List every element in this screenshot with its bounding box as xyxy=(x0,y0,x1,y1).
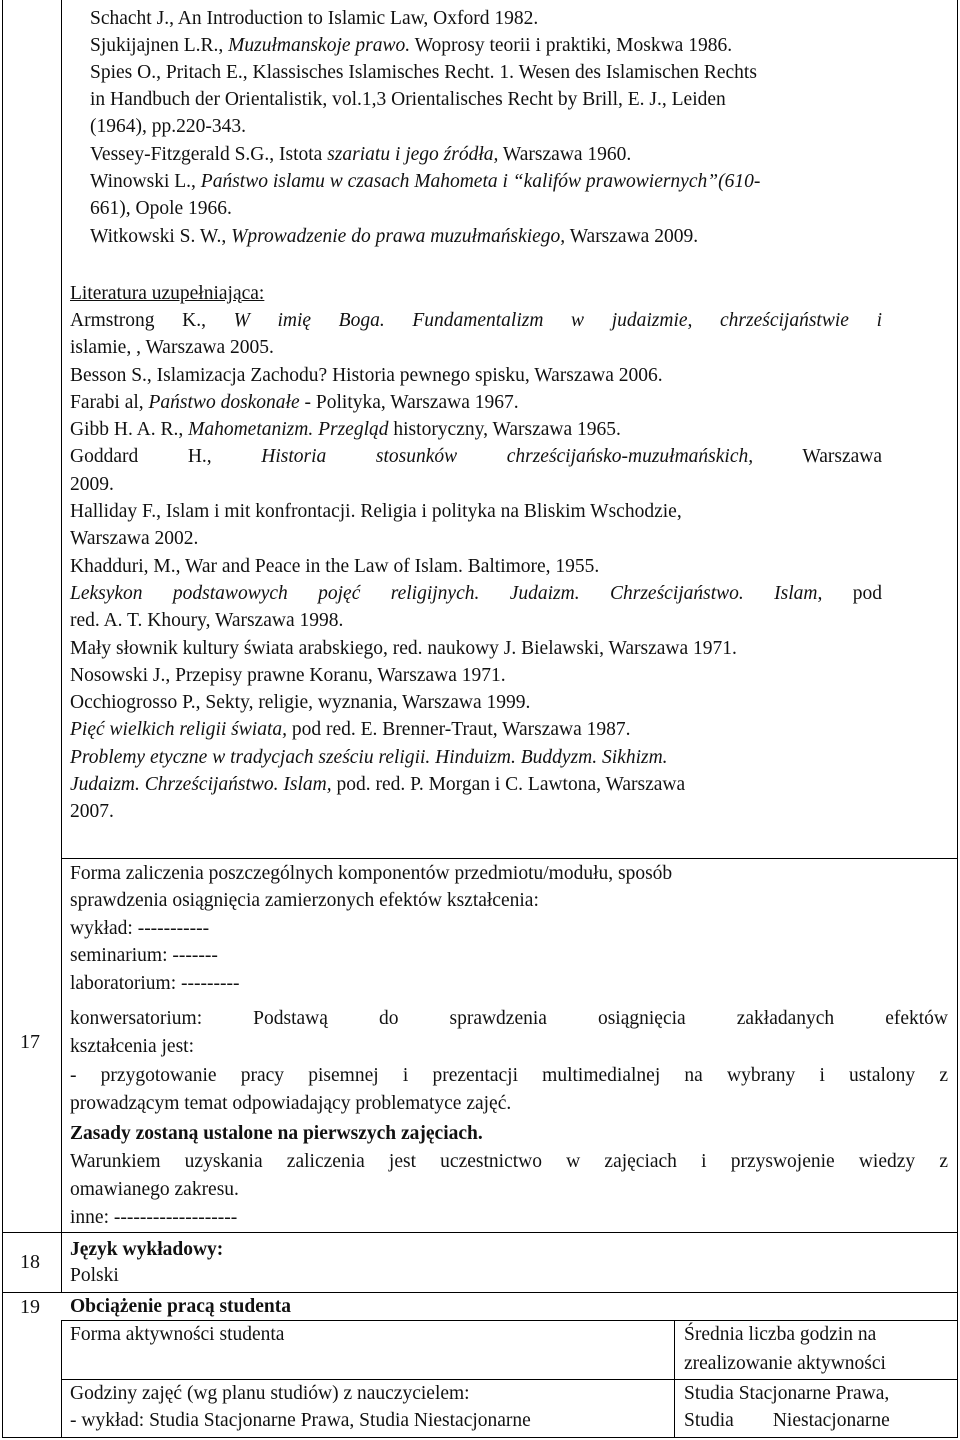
reference-line: Pięć wielkich religii świata, pod red. E. Brenner-Traut, Warszawa 1987. xyxy=(70,719,631,740)
assessment-line-conversatory: konwersatorium: Podstawą do sprawdzenia osiągnięcia zakładanych efektów xyxy=(70,1008,948,1029)
assessment-line: Forma zaliczenia poszczególnych komponentów przedmiotu/modułu, sposób xyxy=(70,863,673,884)
reference-line: Judaizm. Chrześcijaństwo. Islam, pod. red. P. Morgan i C. Lawtona, Warszawa xyxy=(70,774,686,795)
reference-line: Warszawa 2002. xyxy=(70,528,199,549)
table-bottom-border xyxy=(2,1437,957,1438)
row-number-17: 17 xyxy=(20,1031,40,1053)
assessment-line: omawianego zakresu. xyxy=(70,1179,239,1200)
assessment-line: prowadzącym temat odpowiadający problematyce zajęć. xyxy=(70,1093,512,1114)
reference-line: Gibb H. A. R., Mahometanizm. Przegląd historyczny, Warszawa 1965. xyxy=(70,419,621,440)
language-heading: Język wykładowy: xyxy=(70,1239,224,1260)
workload-activity-line2: - wykład: Studia Stacjonarne Prawa, Studia Niestacjonarne xyxy=(70,1410,531,1431)
assessment-line: - przygotowanie pracy pisemnej i prezentacji multimedialnej na wybrany i ustalony z xyxy=(70,1065,948,1086)
reference-line: Besson S., Islamizacja Zachodu? Historia pewnego spisku, Warszawa 2006. xyxy=(70,365,663,386)
workload-hours-line1: Studia Stacjonarne Prawa, xyxy=(684,1383,890,1404)
workload-col2-header-line2: zrealizowanie aktywności xyxy=(684,1353,886,1374)
row18-top-border xyxy=(2,1232,957,1233)
workload-hours-line2: Studia Niestacjonarne xyxy=(684,1410,890,1431)
assessment-line: kształcenia jest: xyxy=(70,1036,194,1057)
workload-col2-header-line1: Średnia liczba godzin na xyxy=(684,1324,877,1345)
table-border-right xyxy=(957,0,958,1438)
reference-line: islamie, , Warszawa 2005. xyxy=(70,337,274,358)
reference-line: Leksykon podstawowych pojęć religijnych. Judaizm. Chrześcijaństwo. Islam, pod xyxy=(70,583,882,604)
reference-line: Occhiogrosso P., Sekty, religie, wyznania, Warszawa 1999. xyxy=(70,692,531,713)
reference-line: 2009. xyxy=(70,474,114,495)
reference-line: Nosowski J., Przepisy prawne Koranu, Warszawa 1971. xyxy=(70,665,506,686)
reference-line: Witkowski S. W., Wprowadzenie do prawa muzułmańskiego, Warszawa 2009. xyxy=(90,226,699,247)
assessment-line: Warunkiem uzyskania zaliczenia jest uczestnictwo w zajęciach i przyswojenie wiedzy z xyxy=(70,1151,948,1172)
row17-top-border xyxy=(61,858,957,859)
assessment-line-other: inne: ------------------- xyxy=(70,1207,238,1228)
reference-line: Farabi al, Państwo doskonałe - Polityka, Warszawa 1967. xyxy=(70,392,519,413)
table-border-left xyxy=(2,0,3,1438)
reference-line: red. A. T. Khoury, Warszawa 1998. xyxy=(70,610,344,631)
reference-line: Spies O., Pritach E., Klassisches Islamisches Recht. 1. Wesen des Islamischen Rechts xyxy=(90,62,757,83)
assessment-line-lecture: wykład: ----------- xyxy=(70,918,210,939)
reference-line: in Handbuch der Orientalistik, vol.1,3 Orientalisches Recht by Brill, E. J., Leiden xyxy=(90,89,726,110)
workload-heading: Obciążenie pracą studenta xyxy=(70,1296,291,1317)
column-divider xyxy=(61,0,62,1292)
supplementary-heading: Literatura uzupełniająca: xyxy=(70,283,265,304)
row19-top-border xyxy=(2,1292,957,1293)
assessment-line-laboratory: laboratorium: --------- xyxy=(70,973,240,994)
reference-line: Goddard H., Historia stosunków chrześcijańsko-muzułmańskich, Warszawa xyxy=(70,446,882,467)
assessment-line: sprawdzenia osiągnięcia zamierzonych efektów kształcenia: xyxy=(70,890,539,911)
row-number-18: 18 xyxy=(20,1251,40,1273)
reference-line: Halliday F., Islam i mit konfrontacji. Religia i polityka na Bliskim Wschodzie, xyxy=(70,501,682,522)
workload-col1-header: Forma aktywności studenta xyxy=(70,1324,285,1345)
reference-line: Winowski L., Państwo islamu w czasach Mahometa i “kalifów prawowiernych”(610- xyxy=(90,171,761,192)
row-number-19: 19 xyxy=(20,1296,40,1318)
assessment-line-seminar: seminarium: ------- xyxy=(70,945,218,966)
reference-line: Mały słownik kultury świata arabskiego, red. naukowy J. Bielawski, Warszawa 1971. xyxy=(70,638,737,659)
reference-line: Vessey-Fitzgerald S.G., Istota szariatu i jego źródła, Warszawa 1960. xyxy=(90,144,632,165)
workload-activity-line1: Godziny zajęć (wg planu studiów) z nauczycielem: xyxy=(70,1383,470,1404)
reference-line: Sjukijajnen L.R., Muzułmanskoje prawo. Woprosy teorii i praktiki, Moskwa 1986. xyxy=(90,35,733,56)
reference-line: Khadduri, M., War and Peace in the Law of Islam. Baltimore, 1955. xyxy=(70,556,600,577)
reference-line: 661), Opole 1966. xyxy=(90,198,232,219)
reference-line: (1964), pp.220-343. xyxy=(90,116,246,137)
assessment-rules-note: Zasady zostaną ustalone na pierwszych zajęciach. xyxy=(70,1123,483,1144)
row19-inner-top-border xyxy=(61,1320,957,1321)
language-value: Polski xyxy=(70,1265,119,1286)
reference-line: Problemy etyczne w tradycjach sześciu religii. Hinduizm. Buddyzm. Sikhizm. xyxy=(70,747,668,768)
reference-line: Armstrong K., W imię Boga. Fundamentalizm w judaizmie, chrześcijaństwie i xyxy=(70,310,882,331)
reference-line: 2007. xyxy=(70,801,114,822)
reference-line: Schacht J., An Introduction to Islamic Law, Oxford 1982. xyxy=(90,8,539,29)
row19-header-bottom-border xyxy=(61,1379,957,1380)
